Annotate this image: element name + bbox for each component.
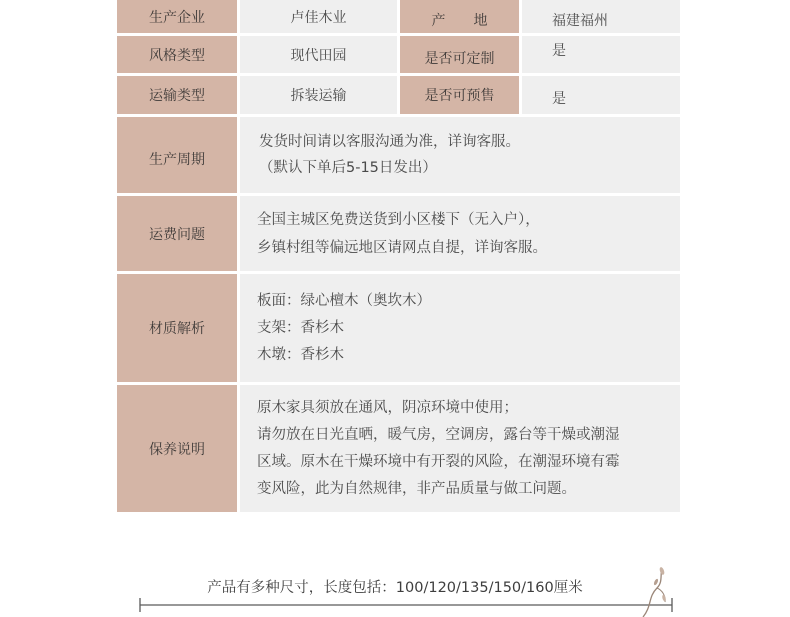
- text-line: 发货时间请以客服沟通为准，详询客服。: [259, 134, 520, 150]
- label-care: 保养说明: [117, 385, 237, 512]
- text-line: 请勿放在日光直晒，暖气房，空调房，露台等干燥或潮湿: [257, 426, 620, 443]
- text-line: 区域。原木在干燥环境中有开裂的风险，在潮湿环境有霉: [257, 453, 620, 470]
- label-customizable: 是否可定制: [400, 36, 519, 73]
- label-presale: 是否可预售: [400, 76, 519, 114]
- value-manufacturer: 卢佳木业: [240, 0, 397, 33]
- label-production-cycle: 生产周期: [117, 117, 237, 193]
- value-style: 现代田园: [240, 36, 397, 73]
- plant-sprig-icon: [643, 567, 666, 617]
- value-customizable: 是: [522, 36, 680, 73]
- value-presale: 是: [522, 76, 680, 114]
- text-line: 全国主城区免费送货到小区楼下（无入户），: [257, 211, 540, 228]
- label-freight: 运费问题: [117, 196, 237, 271]
- text-line: 原木家具须放在通风，阴凉环境中使用；: [257, 399, 518, 416]
- text-line: 变风险，此为自然规律，非产品质量与做工问题。: [257, 480, 576, 497]
- label-origin: 产 地: [400, 0, 519, 33]
- text-line: 乡镇村组等偏远地区请网点自提，详询客服。: [257, 239, 547, 256]
- text-line: 板面：绿心檀木（奥坎木）: [257, 292, 431, 309]
- sizes-note: 产品有多种尺寸，长度包括：100/120/135/150/160厘米: [207, 580, 583, 596]
- label-material: 材质解析: [117, 274, 237, 382]
- value-shipping-type: 拆装运输: [240, 76, 397, 114]
- label-shipping-type: 运输类型: [117, 76, 237, 114]
- text-line: 木墩：香杉木: [257, 346, 344, 363]
- text-line: （默认下单后5-15日发出）: [259, 160, 437, 176]
- value-origin: 福建福州: [522, 0, 680, 33]
- text-line: 支架：香杉木: [257, 319, 344, 336]
- label-manufacturer: 生产企业: [117, 0, 237, 33]
- label-style: 风格类型: [117, 36, 237, 73]
